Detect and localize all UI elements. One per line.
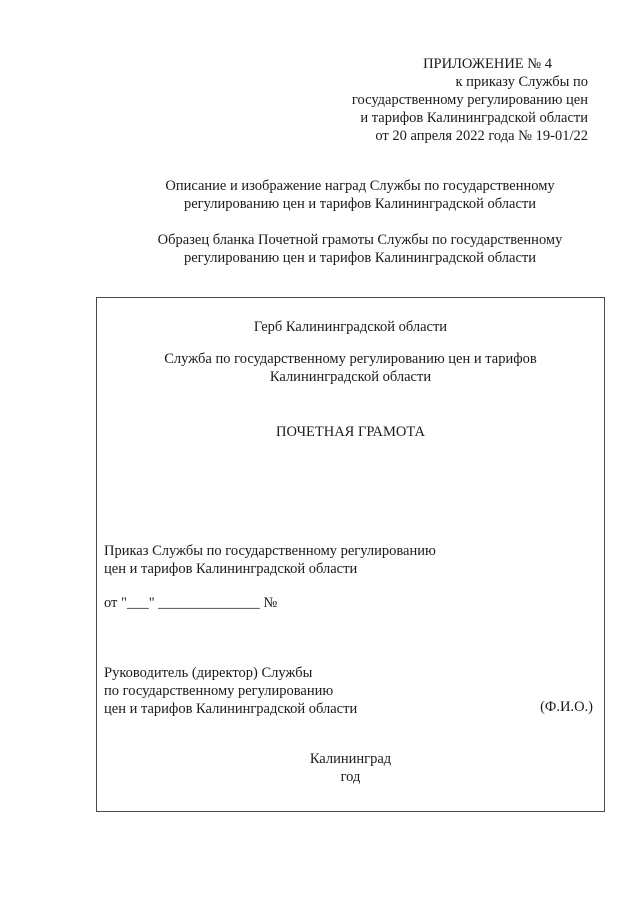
service-name-line2: Калининградской области <box>269 369 432 385</box>
coat-of-arms-label: Герб Калининградской области <box>253 319 448 335</box>
document-heading-line1: Описание и изображение наград Службы по государственному <box>165 178 555 194</box>
appendix-number: ПРИЛОЖЕНИЕ № 4 <box>423 56 552 72</box>
appendix-order-ref-line1: к приказу Службы по <box>455 74 588 90</box>
year-label: год <box>340 769 361 785</box>
signer-line2: по государственному регулированию <box>104 683 334 699</box>
signer-fio: (Ф.И.О.) <box>540 699 593 715</box>
document-heading <box>110 177 610 213</box>
document-heading-line2: регулированию цен и тарифов Калининградской области <box>183 196 537 212</box>
diploma-form-frame <box>96 297 605 812</box>
form-sample-heading-line1: Образец бланка Почетной грамоты Службы по государственному <box>157 232 563 248</box>
coat-of-arms-placeholder <box>97 318 604 336</box>
diploma-title <box>97 423 604 441</box>
service-name <box>97 350 604 386</box>
order-date-line: от "___" ______________ № <box>104 595 278 611</box>
city-name: Калининград <box>309 751 392 767</box>
form-sample-heading-line2: регулированию цен и тарифов Калининградской области <box>183 250 537 266</box>
diploma-title-text: ПОЧЕТНАЯ ГРАМОТА <box>276 424 425 440</box>
order-reference-line2: цен и тарифов Калининградской области <box>104 561 358 577</box>
appendix-order-ref-line2: государственному регулированию цен <box>351 92 588 108</box>
order-reference-line1: Приказ Службы по государственному регулированию <box>104 543 436 559</box>
signer-block <box>104 664 357 718</box>
form-sample-heading <box>110 231 610 267</box>
signer-line1: Руководитель (директор) Службы <box>104 665 313 681</box>
appendix-order-ref-line3: и тарифов Калининградской области <box>360 110 588 126</box>
place-and-year <box>97 750 604 786</box>
appendix-order-date: от 20 апреля 2022 года № 19-01/22 <box>375 128 588 144</box>
appendix-header <box>288 55 588 145</box>
signer-line3: цен и тарифов Калининградской области <box>104 701 358 717</box>
order-reference <box>104 542 436 578</box>
service-name-line1: Служба по государственному регулированию цен и тарифов <box>164 351 537 367</box>
